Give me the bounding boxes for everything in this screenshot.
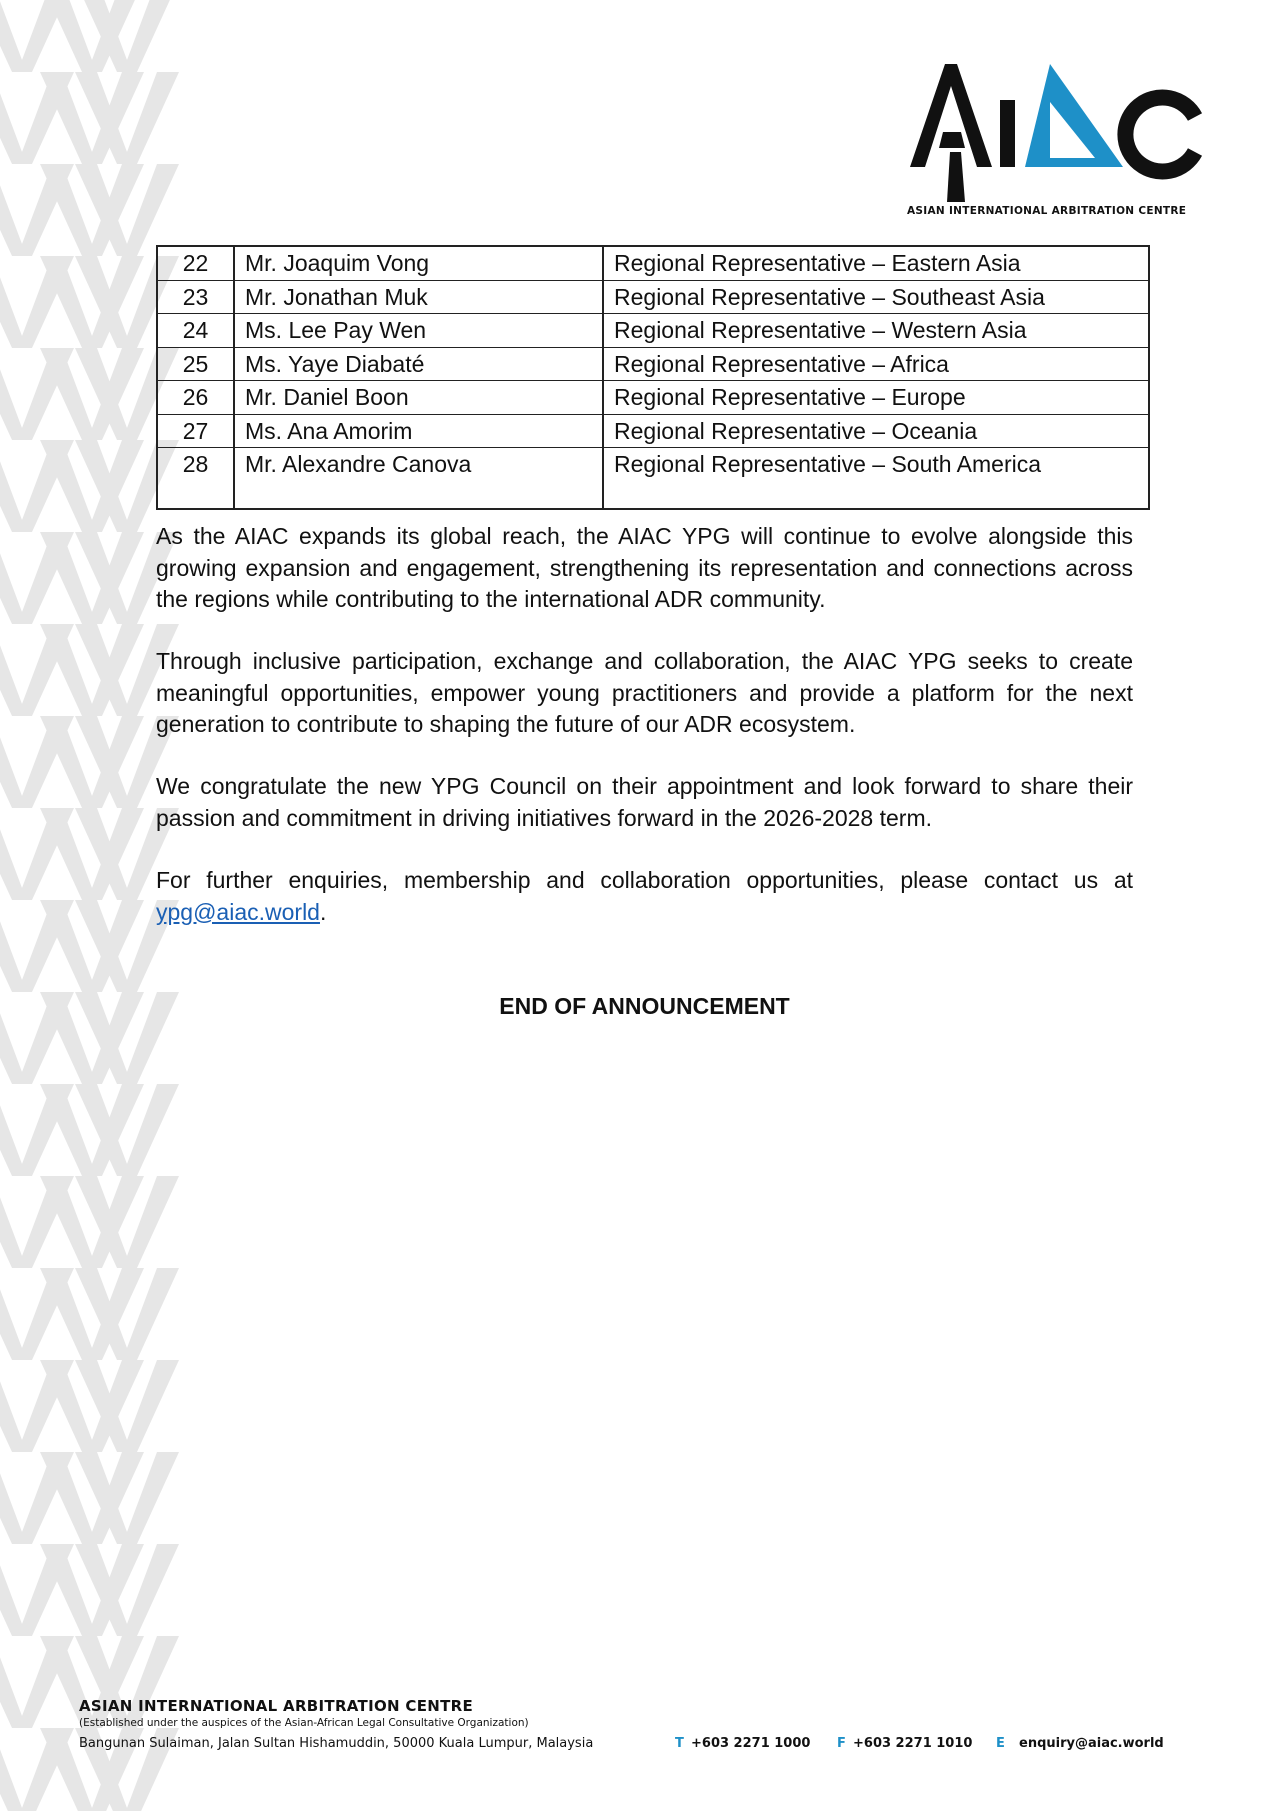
phone-value: +603 2271 1000 [691, 1736, 811, 1751]
table-row [157, 280, 1149, 314]
member-name: Mr. Daniel Boon [234, 381, 603, 415]
paragraph-congratulations: We congratulate the new YPG Council on their appointment and look forward to share their passion and commitment in driving initiatives forward in the 2026-2028 term. [156, 773, 1133, 831]
table-row [157, 246, 1149, 280]
member-name: Ms. Ana Amorim [234, 414, 603, 448]
watermark-pattern [0, 0, 180, 1811]
table-row [157, 347, 1149, 381]
fax-value: +603 2271 1010 [853, 1736, 973, 1751]
end-of-announcement: END OF ANNOUNCEMENT [499, 993, 790, 1019]
row-number: 23 [157, 280, 234, 314]
paragraph-contact [156, 865, 1133, 928]
table-row [157, 381, 1149, 415]
aiac-logo [905, 62, 1205, 212]
member-name: Mr. Joaquim Vong [234, 246, 603, 280]
paragraph-inclusive-participation: Through inclusive participation, exchange and collaboration, the AIAC YPG seeks to create meaningful opportunities, empower young practitioners and provide a platform for the next generation to contribute to shaping the future of our ADR ecosystem. [156, 648, 1133, 737]
row-number: 27 [157, 414, 234, 448]
member-role: Regional Representative – Oceania [603, 414, 1149, 448]
member-name: Mr. Jonathan Muk [234, 280, 603, 314]
contact-text: For further enquiries, membership and collaboration opportunities, please contact us at [156, 867, 1133, 893]
phone-label: T [675, 1736, 684, 1751]
email-link[interactable]: ypg@aiac.world [156, 898, 320, 925]
council-table [156, 245, 1150, 510]
table-row [157, 448, 1149, 510]
fax-label: F [837, 1736, 846, 1751]
member-role: Regional Representative – South America [603, 448, 1149, 510]
member-name: Ms. Yaye Diabaté [234, 347, 603, 381]
footer-established: (Established under the auspices of the Asian-African Legal Consultative Organization) [79, 1717, 529, 1729]
member-role: Regional Representative – Western Asia [603, 314, 1149, 348]
member-role: Regional Representative – Southeast Asia [603, 280, 1149, 314]
email-label: E [996, 1736, 1005, 1751]
logo-subtitle: ASIAN INTERNATIONAL ARBITRATION CENTRE [907, 205, 1187, 217]
paragraph-global-reach: As the AIAC expands its global reach, the AIAC YPG will continue to evolve alongside this growing expansion and engagement, strengthening its representation and connections across the regions while contributing to the international ADR community. [156, 523, 1133, 612]
row-number: 24 [157, 314, 234, 348]
member-name: Ms. Lee Pay Wen [234, 314, 603, 348]
table-row [157, 314, 1149, 348]
contact-period: . [319, 898, 327, 925]
footer-org-name: ASIAN INTERNATIONAL ARBITRATION CENTRE [79, 1697, 474, 1715]
row-number: 26 [157, 381, 234, 415]
member-role: Regional Representative – Africa [603, 347, 1149, 381]
member-role: Regional Representative – Eastern Asia [603, 246, 1149, 280]
row-number: 22 [157, 246, 234, 280]
footer-email: enquiry@aiac.world [1019, 1736, 1164, 1751]
row-number: 25 [157, 347, 234, 381]
footer-address: Bangunan Sulaiman, Jalan Sultan Hishamuddin, 50000 Kuala Lumpur, Malaysia [79, 1736, 594, 1751]
footer-contact-line [79, 1736, 1179, 1756]
member-role: Regional Representative – Europe [603, 381, 1149, 415]
table-row [157, 414, 1149, 448]
row-number: 28 [157, 448, 234, 510]
member-name: Mr. Alexandre Canova [234, 448, 603, 510]
